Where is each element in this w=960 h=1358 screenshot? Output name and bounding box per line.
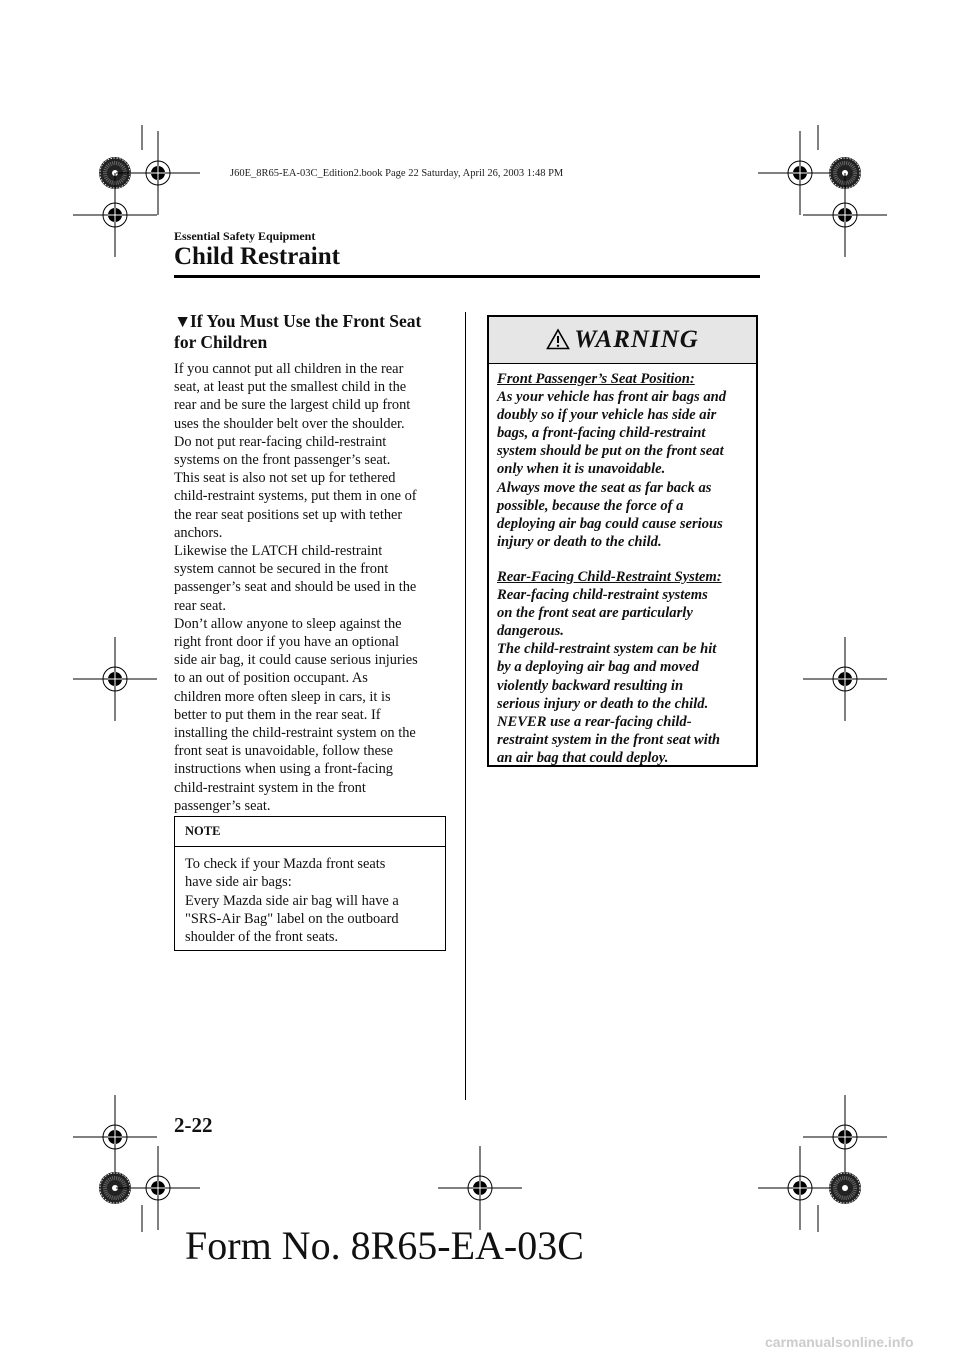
body-line: passenger’s seat and should be used in the xyxy=(174,579,417,596)
book-info-line: J60E_8R65-EA-03C_Edition2.book Page 22 Saturday, April 26, 2003 1:48 PM xyxy=(230,168,564,179)
body-line: front seat is unavoidable, follow these xyxy=(174,743,394,760)
note-line: "SRS-Air Bag" label on the outboard xyxy=(185,910,399,927)
warning-triangle-icon xyxy=(546,328,570,350)
note-line: have side air bags: xyxy=(185,874,292,891)
body-line: anchors. xyxy=(174,524,223,541)
body-line: passenger’s seat. xyxy=(174,797,271,814)
column-divider xyxy=(465,312,466,1100)
body-line: instructions when using a front-facing xyxy=(174,761,394,778)
body-line: children more often sleep in cars, it is xyxy=(174,688,391,705)
body-line: Do not put rear-facing child-restraint xyxy=(174,433,387,450)
body-line: Don’t allow anyone to sleep against the xyxy=(174,615,402,632)
warning-line: injury or death to the child. xyxy=(497,533,662,550)
body-line: system cannot be secured in the front xyxy=(174,561,389,578)
body-line: rear and be sure the largest child up front xyxy=(174,397,411,414)
triangle-marker-icon: ▼ xyxy=(174,311,192,331)
warning-line: As your vehicle has front air bags and xyxy=(497,389,727,406)
note-line: Every Mazda side air bag will have a xyxy=(185,892,399,909)
warning-line: by a deploying air bag and moved xyxy=(497,659,699,676)
note-box xyxy=(174,816,446,951)
page-title: Child Restraint xyxy=(174,243,340,270)
body-line: systems on the front passenger’s seat. xyxy=(174,452,391,469)
body-line: installing the child-restraint system on the xyxy=(174,725,416,742)
body-line: the rear seat positions set up with tether xyxy=(174,506,403,523)
body-line: to an out of position occupant. As xyxy=(174,670,368,687)
warning-line: an air bag that could deploy. xyxy=(497,749,669,766)
body-line: rear seat. xyxy=(174,597,226,614)
warning-line: possible, because the force of a xyxy=(497,497,684,514)
title-rule xyxy=(174,275,760,278)
body-line: right front door if you have an optional xyxy=(174,634,400,651)
body-line: better to put them in the rear seat. If xyxy=(174,706,381,723)
body-line: child-restraint systems, put them in one of xyxy=(174,488,417,505)
warning-line: restraint system in the front seat with xyxy=(497,731,720,748)
body-line: If you cannot put all children in the rear xyxy=(174,361,404,377)
warning-line: dangerous. xyxy=(497,623,564,640)
warning-line: bags, a front-facing child-restraint xyxy=(497,425,706,442)
body-line: seat, at least put the smallest child in the xyxy=(174,379,407,396)
warning-section-title: Front Passenger’s Seat Position: xyxy=(497,371,695,387)
section-label: Essential Safety Equipment xyxy=(174,229,316,243)
subheading-line-2: for Children xyxy=(174,332,268,352)
body-line: Likewise the LATCH child-restraint xyxy=(174,543,383,560)
warning-line: doubly so if your vehicle has side air xyxy=(497,407,717,424)
note-body xyxy=(175,847,445,954)
body-line: side air bag, it could cause serious injuries xyxy=(174,652,418,669)
subheading xyxy=(174,311,454,353)
warning-line: Always move the seat as far back as xyxy=(497,479,712,496)
form-number: Form No. 8R65-EA-03C xyxy=(185,1223,584,1268)
warning-line: serious injury or death to the child. xyxy=(497,695,709,712)
warning-line: The child-restraint system can be hit xyxy=(497,641,717,658)
warning-section-title: Rear-Facing Child-Restraint System: xyxy=(497,568,722,585)
warning-line: system should be put on the front seat xyxy=(497,443,724,460)
body-line: This seat is also not set up for tethered xyxy=(174,470,396,487)
warning-line: deploying air bag could cause serious xyxy=(497,515,723,532)
warning-body xyxy=(489,364,756,767)
warning-line: NEVER use a rear-facing child- xyxy=(497,713,692,730)
body-line: child-restraint system in the front xyxy=(174,779,366,796)
page-number: 2-22 xyxy=(174,1113,213,1137)
warning-line: Rear-facing child-restraint systems xyxy=(497,587,708,604)
body-text xyxy=(174,360,450,815)
warning-header xyxy=(489,317,756,364)
note-line: shoulder of the front seats. xyxy=(185,929,339,946)
note-heading: NOTE xyxy=(175,817,445,847)
warning-box xyxy=(487,315,758,767)
warning-line: on the front seat are particularly xyxy=(497,605,693,622)
warning-line: violently backward resulting in xyxy=(497,677,684,694)
note-line: To check if your Mazda front seats xyxy=(185,856,386,872)
body-line: uses the shoulder belt over the shoulder. xyxy=(174,415,405,432)
subheading-line-1: If You Must Use the Front Seat xyxy=(190,311,422,331)
watermark: carmanualsonline.info xyxy=(765,1334,914,1350)
warning-line: only when it is unavoidable. xyxy=(497,461,666,478)
warning-heading: WARNING xyxy=(574,326,699,353)
